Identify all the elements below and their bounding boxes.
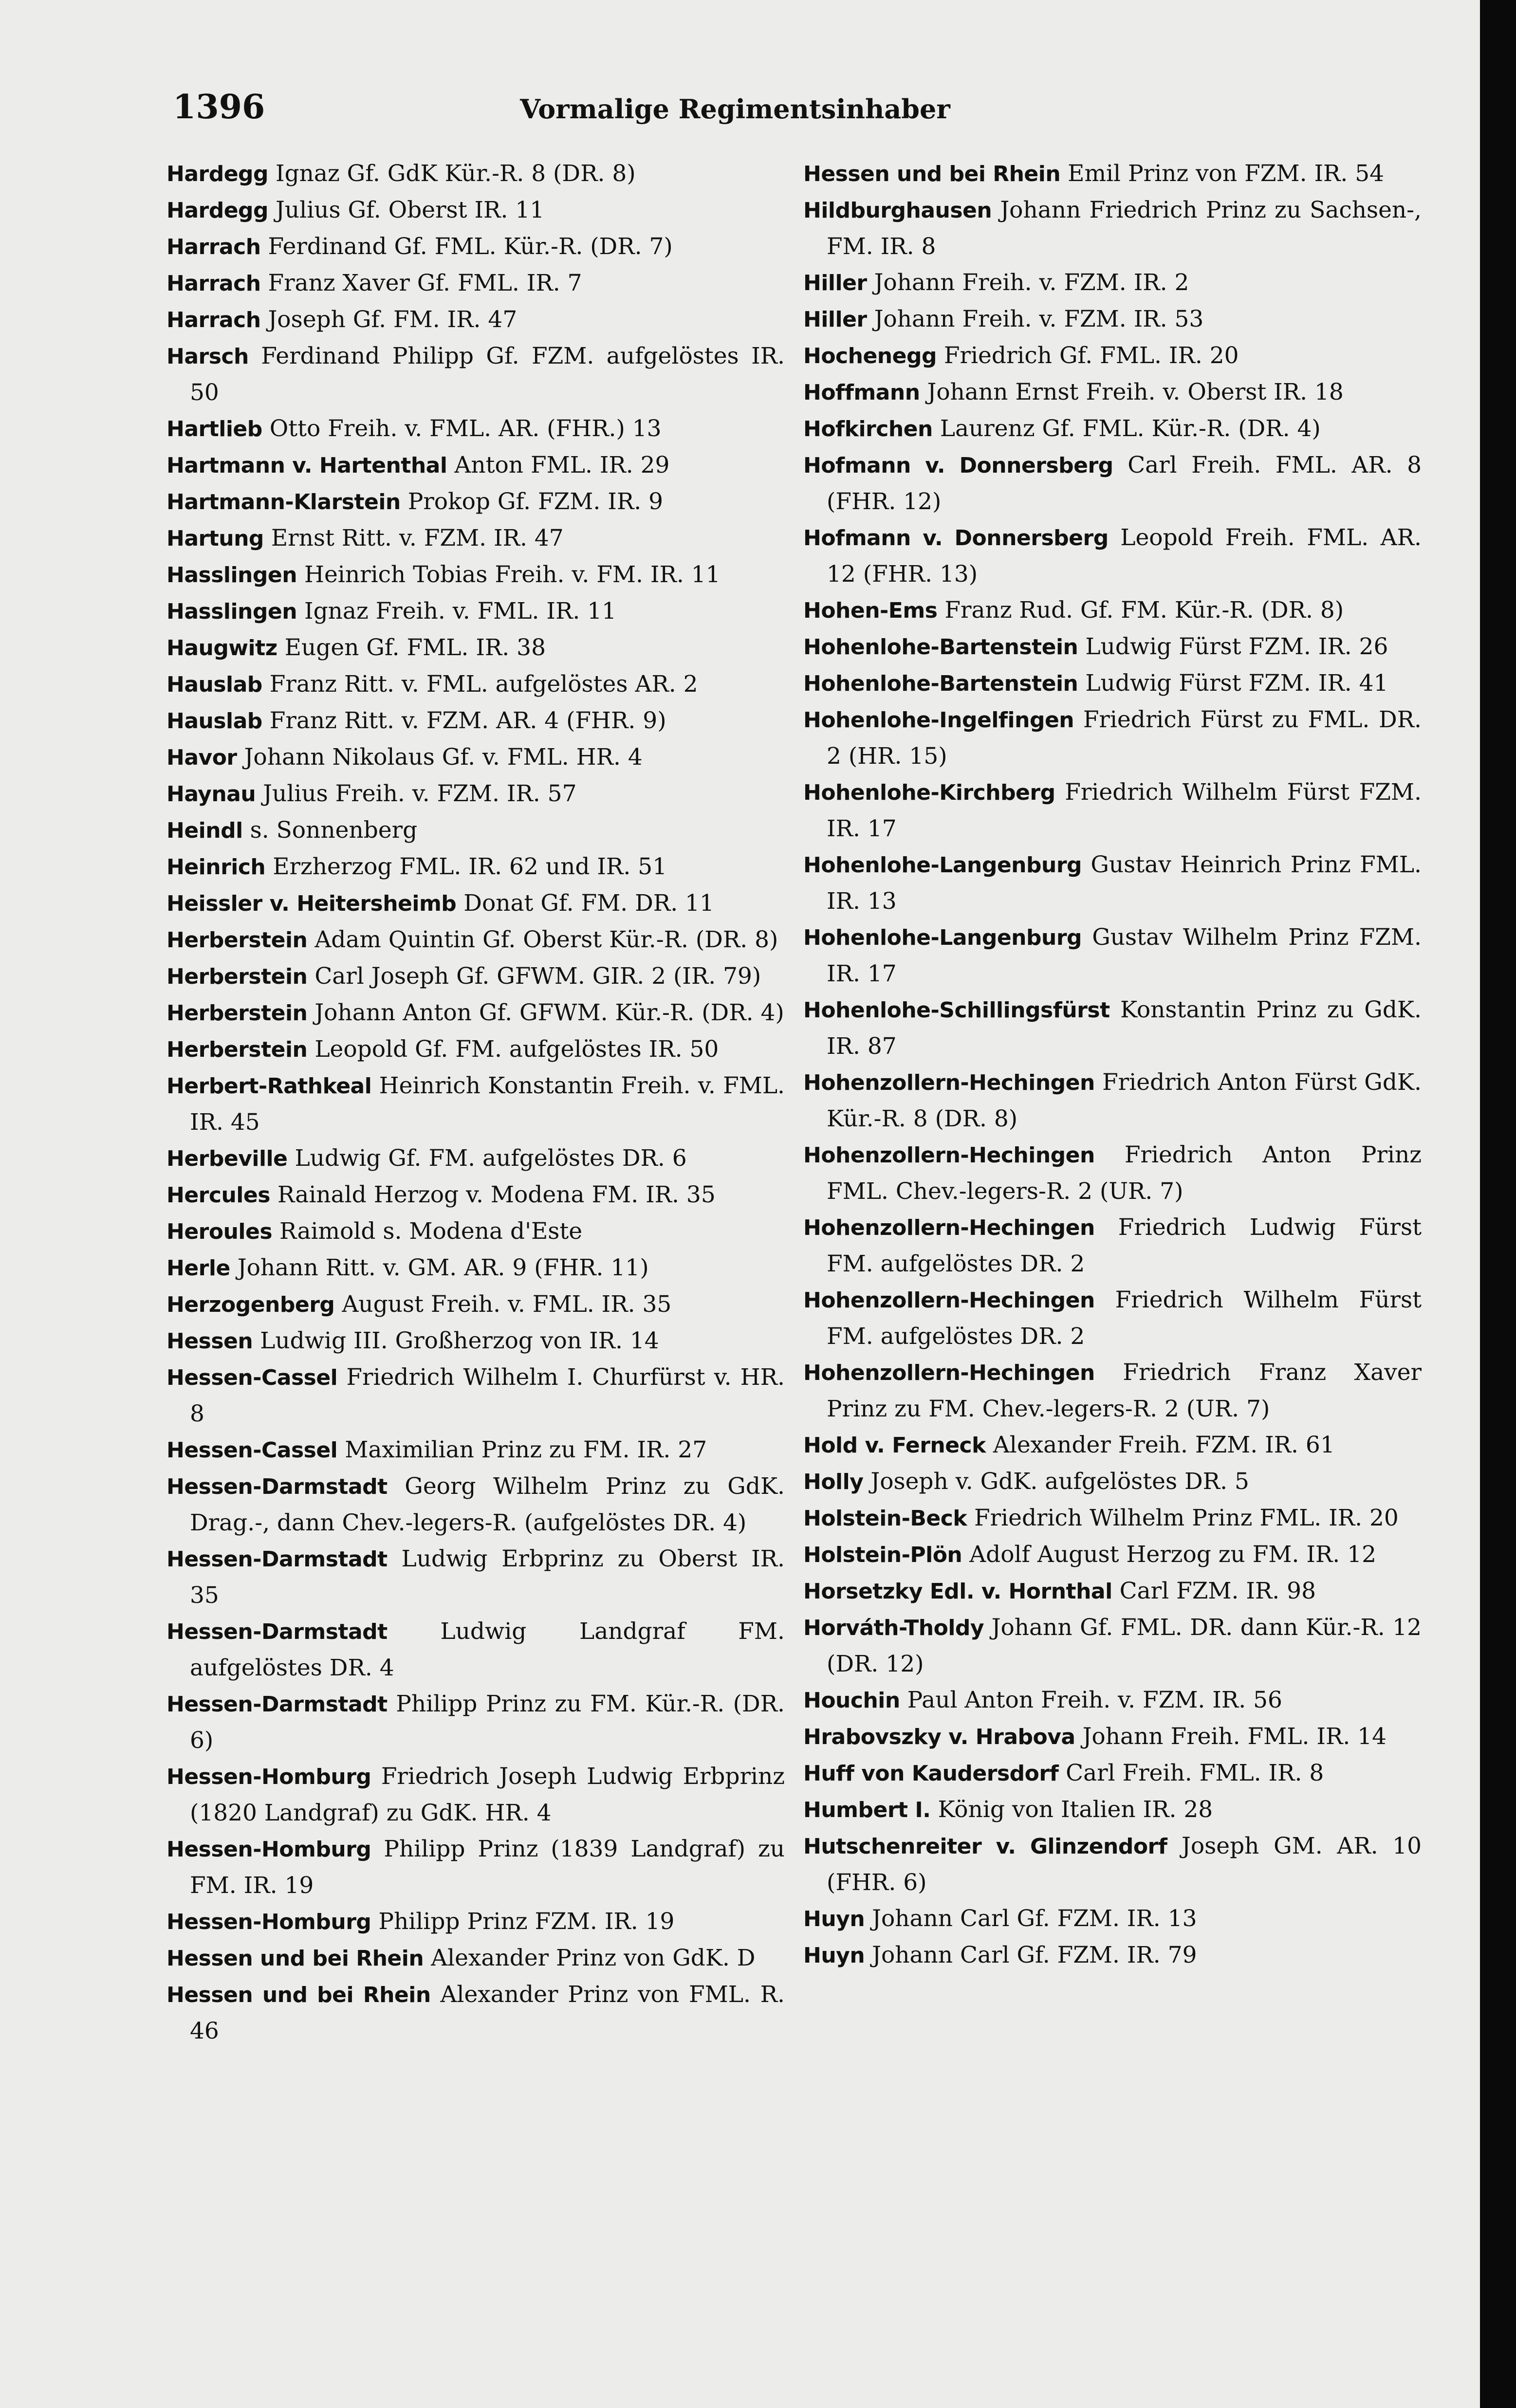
entry-name: Herbeville bbox=[166, 1146, 288, 1171]
entry-description: Ignaz Gf. GdK Kür.-R. 8 (DR. 8) bbox=[276, 160, 636, 187]
entry-name: Hohenlohe-Bartenstein bbox=[803, 635, 1078, 660]
entry-name: Herberstein bbox=[166, 1037, 308, 1062]
entry-name: Hohenzollern-Hechingen bbox=[803, 1070, 1095, 1095]
list-item bbox=[166, 995, 785, 1031]
entry-name: Hofmann v. Donnersberg bbox=[803, 453, 1113, 478]
list-item bbox=[166, 958, 785, 995]
entry-name: Hohenlohe-Bartenstein bbox=[803, 671, 1078, 696]
entry-description: Friedrich Franz Xaver Prinz zu FM. Chev.-legers-R. 2 (UR. 7) bbox=[827, 1359, 1422, 1422]
list-item bbox=[803, 1573, 1422, 1610]
entry-name: Hessen-Homburg bbox=[166, 1765, 371, 1789]
entry-description: Ignaz Freih. v. FML. IR. 11 bbox=[304, 598, 617, 625]
entry-name: Hessen-Darmstadt bbox=[166, 1619, 388, 1644]
list-item bbox=[803, 1937, 1422, 1974]
entry-name: Hartmann-Klarstein bbox=[166, 490, 401, 515]
entry-description: Johann Gf. FML. DR. dann Kür.-R. 12 (DR. 12) bbox=[827, 1614, 1422, 1677]
entry-description: Alexander Freih. FZM. IR. 61 bbox=[993, 1432, 1335, 1458]
entry-description: Adam Quintin Gf. Oberst Kür.-R. (DR. 8) bbox=[314, 926, 778, 953]
entry-name: Hartung bbox=[166, 526, 264, 551]
entry-description: Johann Carl Gf. FZM. IR. 79 bbox=[872, 1942, 1197, 1968]
list-item bbox=[166, 1904, 785, 1940]
entry-name: Harrach bbox=[166, 271, 261, 296]
list-item bbox=[803, 374, 1422, 411]
list-item bbox=[166, 849, 785, 885]
entry-description: Otto Freih. v. FML. AR. (FHR.) 13 bbox=[269, 415, 662, 442]
entry-name: Huyn bbox=[803, 1943, 865, 1968]
entry-name: Heindl bbox=[166, 818, 243, 843]
list-item bbox=[803, 1500, 1422, 1537]
list-item bbox=[166, 520, 785, 557]
entry-description: Johann Carl Gf. FZM. IR. 13 bbox=[872, 1905, 1197, 1932]
entry-description: Philipp Prinz (1839 Landgraf) zu FM. IR. 19 bbox=[190, 1836, 785, 1899]
entry-name: Herberstein bbox=[166, 928, 308, 953]
entry-description: Philipp Prinz FZM. IR. 19 bbox=[378, 1908, 675, 1935]
entry-description: Ludwig Erbprinz zu Oberst IR. 35 bbox=[190, 1545, 785, 1609]
entry-name: Hessen-Darmstadt bbox=[166, 1692, 388, 1717]
right-column bbox=[803, 156, 1422, 1974]
entry-name: Hessen und bei Rhein bbox=[803, 162, 1061, 186]
entry-description: Ludwig Gf. FM. aufgelöstes DR. 6 bbox=[295, 1145, 687, 1172]
entry-name: Hartlieb bbox=[166, 417, 262, 441]
list-item bbox=[166, 1831, 785, 1904]
entry-description: Maximilian Prinz zu FM. IR. 27 bbox=[345, 1436, 707, 1463]
entry-description: Paul Anton Freih. v. FZM. IR. 56 bbox=[907, 1687, 1282, 1713]
page-header bbox=[0, 88, 1480, 131]
entry-description: August Freih. v. FML. IR. 35 bbox=[342, 1291, 672, 1318]
entry-description: Konstantin Prinz zu GdK. IR. 87 bbox=[827, 996, 1422, 1060]
entry-description: Anton FML. IR. 29 bbox=[454, 452, 670, 478]
entry-name: Hohen-Ems bbox=[803, 598, 938, 623]
list-item bbox=[166, 593, 785, 630]
list-item bbox=[803, 156, 1422, 192]
list-item bbox=[166, 1541, 785, 1614]
entry-description: Johann Freih. v. FZM. IR. 53 bbox=[874, 306, 1204, 332]
list-item bbox=[803, 992, 1422, 1065]
list-item bbox=[803, 447, 1422, 520]
list-item bbox=[166, 1140, 785, 1177]
entry-description: Friedrich Ludwig Fürst FM. aufgelöstes DR. 2 bbox=[827, 1214, 1422, 1277]
entry-name: Hardegg bbox=[166, 198, 269, 223]
entry-name: Hessen-Darmstadt bbox=[166, 1474, 388, 1499]
entry-description: Ludwig Fürst FZM. IR. 41 bbox=[1085, 670, 1388, 697]
entry-name: Hessen und bei Rhein bbox=[166, 1983, 431, 2007]
entry-name: Horváth-Tholdy bbox=[803, 1616, 984, 1640]
entry-description: Gustav Wilhelm Prinz FZM. IR. 17 bbox=[827, 924, 1422, 987]
entry-description: König von Italien IR. 28 bbox=[938, 1796, 1213, 1823]
entry-description: Georg Wilhelm Prinz zu GdK. Drag.-, dann Chev.-legers-R. (aufgelöstes DR. 4) bbox=[190, 1473, 785, 1536]
entry-description: Rainald Herzog v. Modena FM. IR. 35 bbox=[277, 1181, 716, 1208]
entry-description: Leopold Freih. FML. AR. 12 (FHR. 13) bbox=[827, 524, 1422, 588]
left-column bbox=[166, 156, 785, 2049]
entry-name: Herbert-Rathkeal bbox=[166, 1074, 372, 1099]
list-item bbox=[803, 1065, 1422, 1137]
entry-description: Joseph Gf. FM. IR. 47 bbox=[268, 306, 518, 333]
list-item bbox=[166, 1940, 785, 1977]
list-item bbox=[166, 630, 785, 666]
entry-name: Hardegg bbox=[166, 162, 269, 186]
entry-description: Erzherzog FML. IR. 62 und IR. 51 bbox=[273, 853, 667, 880]
entry-description: Friedrich Joseph Ludwig Erbprinz (1820 Landgraf) zu GdK. HR. 4 bbox=[190, 1763, 785, 1826]
list-item bbox=[166, 885, 785, 922]
entry-name: Hohenlohe-Kirchberg bbox=[803, 780, 1055, 805]
entry-description: Raimold s. Modena d'Este bbox=[279, 1218, 583, 1245]
entry-description: Ferdinand Gf. FML. Kür.-R. (DR. 7) bbox=[268, 233, 673, 260]
list-item bbox=[166, 666, 785, 703]
entry-description: Johann Freih. FML. IR. 14 bbox=[1082, 1723, 1387, 1750]
entry-description: Friedrich Gf. FML. IR. 20 bbox=[943, 342, 1239, 369]
list-item bbox=[803, 847, 1422, 919]
entry-name: Herberstein bbox=[166, 1001, 308, 1026]
entry-description: Friedrich Anton Prinz FML. Chev.-legers-R. 2 (UR. 7) bbox=[827, 1141, 1422, 1205]
entry-description: Johann Freih. v. FZM. IR. 2 bbox=[874, 269, 1189, 296]
entry-description: Joseph v. GdK. aufgelöstes DR. 5 bbox=[870, 1468, 1249, 1495]
list-item bbox=[803, 411, 1422, 447]
entry-name: Hiller bbox=[803, 307, 867, 332]
entry-description: Eugen Gf. FML. IR. 38 bbox=[284, 634, 546, 661]
entry-description: Johann Ernst Freih. v. Oberst IR. 18 bbox=[927, 379, 1344, 405]
entry-name: Hohenlohe-Ingelfingen bbox=[803, 708, 1074, 733]
entry-description: Ludwig Landgraf FM. aufgelöstes DR. 4 bbox=[190, 1618, 785, 1681]
entry-name: Huyn bbox=[803, 1907, 865, 1931]
list-item bbox=[166, 1031, 785, 1068]
entry-name: Haugwitz bbox=[166, 636, 277, 661]
list-item bbox=[166, 922, 785, 958]
list-item bbox=[803, 665, 1422, 702]
list-item bbox=[803, 1792, 1422, 1828]
entry-name: Hofmann v. Donnersberg bbox=[803, 526, 1109, 551]
entry-description: Johann Friedrich Prinz zu Sachsen-, FM. IR. 8 bbox=[827, 197, 1422, 260]
entry-description: s. Sonnenberg bbox=[250, 817, 418, 844]
list-item bbox=[166, 192, 785, 229]
list-item bbox=[803, 520, 1422, 592]
list-item bbox=[803, 592, 1422, 629]
entry-description: Heinrich Konstantin Freih. v. FML. IR. 45 bbox=[190, 1072, 785, 1136]
entry-name: Hutschenreiter v. Glinzendorf bbox=[803, 1834, 1167, 1859]
list-item bbox=[166, 1068, 785, 1140]
list-item bbox=[166, 1250, 785, 1287]
entry-description: Adolf August Herzog zu FM. IR. 12 bbox=[969, 1541, 1376, 1568]
list-item bbox=[803, 1828, 1422, 1901]
list-item bbox=[803, 1537, 1422, 1573]
list-item bbox=[166, 447, 785, 484]
entry-name: Heissler v. Heitersheimb bbox=[166, 891, 457, 916]
entry-name: Havor bbox=[166, 745, 237, 770]
entry-description: Carl Freih. FML. AR. 8 (FHR. 12) bbox=[827, 452, 1422, 515]
entry-description: Emil Prinz von FZM. IR. 54 bbox=[1068, 160, 1385, 187]
entry-name: Hold v. Ferneck bbox=[803, 1433, 986, 1458]
entry-description: Prokop Gf. FZM. IR. 9 bbox=[407, 488, 664, 515]
list-item bbox=[166, 411, 785, 447]
entry-name: Harsch bbox=[166, 344, 249, 369]
entry-description: Julius Freih. v. FZM. IR. 57 bbox=[263, 780, 577, 807]
list-item bbox=[803, 702, 1422, 774]
entry-name: Herzogenberg bbox=[166, 1292, 335, 1317]
list-item bbox=[803, 1427, 1422, 1464]
list-item bbox=[166, 1432, 785, 1469]
list-item bbox=[166, 229, 785, 265]
entry-name: Heroules bbox=[166, 1219, 273, 1244]
entry-description: Julius Gf. Oberst IR. 11 bbox=[276, 197, 545, 223]
entry-description: Friedrich Wilhelm Prinz FML. IR. 20 bbox=[974, 1505, 1399, 1531]
entry-name: Hochenegg bbox=[803, 344, 937, 368]
entry-description: Leopold Gf. FM. aufgelöstes IR. 50 bbox=[314, 1036, 719, 1063]
entry-name: Hasslingen bbox=[166, 563, 297, 588]
entry-description: Joseph GM. AR. 10 (FHR. 6) bbox=[827, 1833, 1422, 1896]
entry-name: Hercules bbox=[166, 1183, 270, 1208]
entry-name: Holly bbox=[803, 1470, 864, 1494]
entry-name: Hohenzollern-Hechingen bbox=[803, 1360, 1095, 1385]
page-number: 1396 bbox=[173, 88, 265, 127]
running-title: Vormalige Regimentsinhaber bbox=[520, 93, 950, 125]
entry-name: Hessen und bei Rhein bbox=[166, 1946, 424, 1971]
list-item bbox=[166, 1469, 785, 1541]
list-item bbox=[166, 557, 785, 593]
list-item bbox=[803, 1719, 1422, 1755]
entry-description: Ludwig III. Großherzog von IR. 14 bbox=[260, 1327, 659, 1354]
entry-description: Ernst Ritt. v. FZM. IR. 47 bbox=[271, 525, 564, 551]
list-item bbox=[166, 302, 785, 338]
list-item bbox=[166, 1323, 785, 1360]
entry-name: Hohenzollern-Hechingen bbox=[803, 1215, 1095, 1240]
entry-name: Hohenzollern-Hechingen bbox=[803, 1143, 1095, 1168]
entry-description: Johann Ritt. v. GM. AR. 9 (FHR. 11) bbox=[237, 1254, 649, 1281]
entry-description: Friedrich Anton Fürst GdK. Kür.-R. 8 (DR. 8) bbox=[827, 1069, 1422, 1132]
list-item bbox=[166, 1614, 785, 1686]
list-item bbox=[166, 812, 785, 849]
entry-description: Heinrich Tobias Freih. v. FM. IR. 11 bbox=[304, 561, 721, 588]
list-item bbox=[803, 265, 1422, 301]
entry-description: Ferdinand Philipp Gf. FZM. aufgelöstes IR. 50 bbox=[190, 343, 785, 406]
list-item bbox=[166, 739, 785, 776]
entry-name: Holstein-Beck bbox=[803, 1506, 967, 1531]
entry-name: Hohenlohe-Langenburg bbox=[803, 925, 1082, 950]
entry-description: Franz Ritt. v. FZM. AR. 4 (FHR. 9) bbox=[269, 707, 666, 734]
list-item bbox=[803, 1755, 1422, 1792]
list-item bbox=[166, 1287, 785, 1323]
entry-description: Franz Ritt. v. FML. aufgelöstes AR. 2 bbox=[269, 671, 698, 698]
list-item bbox=[166, 703, 785, 739]
entry-name: Holstein-Plön bbox=[803, 1543, 962, 1567]
entry-description: Donat Gf. FM. DR. 11 bbox=[463, 890, 714, 917]
entry-name: Huff von Kaudersdorf bbox=[803, 1761, 1059, 1786]
entry-name: Hessen-Homburg bbox=[166, 1837, 371, 1862]
entry-name: Hoffmann bbox=[803, 380, 920, 405]
list-item bbox=[166, 1759, 785, 1831]
entry-name: Hasslingen bbox=[166, 599, 297, 624]
list-item bbox=[166, 1213, 785, 1250]
entry-name: Hartmann v. Hartenthal bbox=[166, 453, 447, 478]
entry-name: Hauslab bbox=[166, 672, 262, 697]
entry-description: Laurenz Gf. FML. Kür.-R. (DR. 4) bbox=[940, 415, 1321, 442]
entry-name: Haynau bbox=[166, 782, 256, 807]
entry-description: Friedrich Wilhelm I. Churfürst v. HR. 8 bbox=[190, 1364, 785, 1427]
list-item bbox=[166, 484, 785, 520]
entry-description: Friedrich Fürst zu FML. DR. 2 (HR. 15) bbox=[827, 706, 1422, 770]
entry-description: Ludwig Fürst FZM. IR. 26 bbox=[1085, 633, 1388, 660]
entry-name: Hildburghausen bbox=[803, 198, 992, 223]
list-item bbox=[803, 1282, 1422, 1355]
list-item bbox=[166, 1686, 785, 1759]
list-item bbox=[803, 1464, 1422, 1500]
entry-description: Friedrich Wilhelm Fürst FM. aufgelöstes DR. 2 bbox=[827, 1287, 1422, 1350]
entry-name: Heinrich bbox=[166, 855, 266, 880]
entry-name: Hofkirchen bbox=[803, 417, 933, 441]
entry-name: Hohenzollern-Hechingen bbox=[803, 1288, 1095, 1313]
entry-name: Hrabovszky v. Hrabova bbox=[803, 1725, 1075, 1749]
entry-name: Herle bbox=[166, 1256, 230, 1281]
list-item bbox=[166, 265, 785, 302]
entry-name: Hessen bbox=[166, 1329, 253, 1354]
entry-description: Philipp Prinz zu FM. Kür.-R. (DR. 6) bbox=[190, 1691, 785, 1754]
entry-description: Alexander Prinz von GdK. D bbox=[431, 1945, 756, 1971]
entry-name: Hessen-Cassel bbox=[166, 1438, 338, 1463]
list-item bbox=[166, 338, 785, 411]
entry-name: Humbert I. bbox=[803, 1798, 931, 1822]
entry-name: Harrach bbox=[166, 308, 261, 332]
list-item bbox=[803, 1137, 1422, 1210]
list-item bbox=[166, 776, 785, 812]
list-item bbox=[803, 629, 1422, 665]
entry-description: Johann Anton Gf. GFWM. Kür.-R. (DR. 4) bbox=[314, 999, 784, 1026]
list-item bbox=[803, 338, 1422, 374]
entry-description: Alexander Prinz von FML. R. 46 bbox=[190, 1981, 785, 2044]
list-item bbox=[803, 774, 1422, 847]
entry-name: Hauslab bbox=[166, 709, 262, 734]
list-item bbox=[166, 1177, 785, 1213]
entry-description: Friedrich Wilhelm Fürst FZM. IR. 17 bbox=[827, 779, 1422, 842]
list-item bbox=[803, 1901, 1422, 1937]
list-item bbox=[166, 156, 785, 192]
entry-name: Hohenlohe-Schillingsfürst bbox=[803, 998, 1110, 1023]
entry-name: Herberstein bbox=[166, 964, 308, 989]
book-binding-edge bbox=[1480, 0, 1516, 2408]
entry-name: Hiller bbox=[803, 271, 867, 295]
entry-name: Harrach bbox=[166, 235, 261, 259]
entry-description: Franz Xaver Gf. FML. IR. 7 bbox=[268, 270, 582, 296]
list-item bbox=[803, 301, 1422, 338]
entry-description: Johann Nikolaus Gf. v. FML. HR. 4 bbox=[244, 744, 643, 771]
entry-name: Hessen-Darmstadt bbox=[166, 1547, 388, 1572]
entry-description: Carl FZM. IR. 98 bbox=[1119, 1578, 1316, 1604]
list-item bbox=[803, 192, 1422, 265]
entry-name: Hohenlohe-Langenburg bbox=[803, 853, 1082, 878]
list-item bbox=[803, 1210, 1422, 1282]
list-item bbox=[803, 1610, 1422, 1682]
entry-name: Hessen-Homburg bbox=[166, 1910, 371, 1934]
list-item bbox=[803, 1355, 1422, 1427]
entry-description: Carl Joseph Gf. GFWM. GIR. 2 (IR. 79) bbox=[314, 963, 761, 990]
entry-description: Gustav Heinrich Prinz FML. IR. 13 bbox=[827, 851, 1422, 915]
list-item bbox=[803, 1682, 1422, 1719]
list-item bbox=[803, 919, 1422, 992]
list-item bbox=[166, 1977, 785, 2049]
list-item bbox=[166, 1360, 785, 1432]
entry-name: Hessen-Cassel bbox=[166, 1365, 338, 1390]
entry-name: Houchin bbox=[803, 1688, 900, 1713]
entry-name: Horsetzky Edl. v. Hornthal bbox=[803, 1579, 1112, 1604]
entry-description: Carl Freih. FML. IR. 8 bbox=[1066, 1760, 1324, 1786]
entry-description: Franz Rud. Gf. FM. Kür.-R. (DR. 8) bbox=[944, 597, 1344, 624]
